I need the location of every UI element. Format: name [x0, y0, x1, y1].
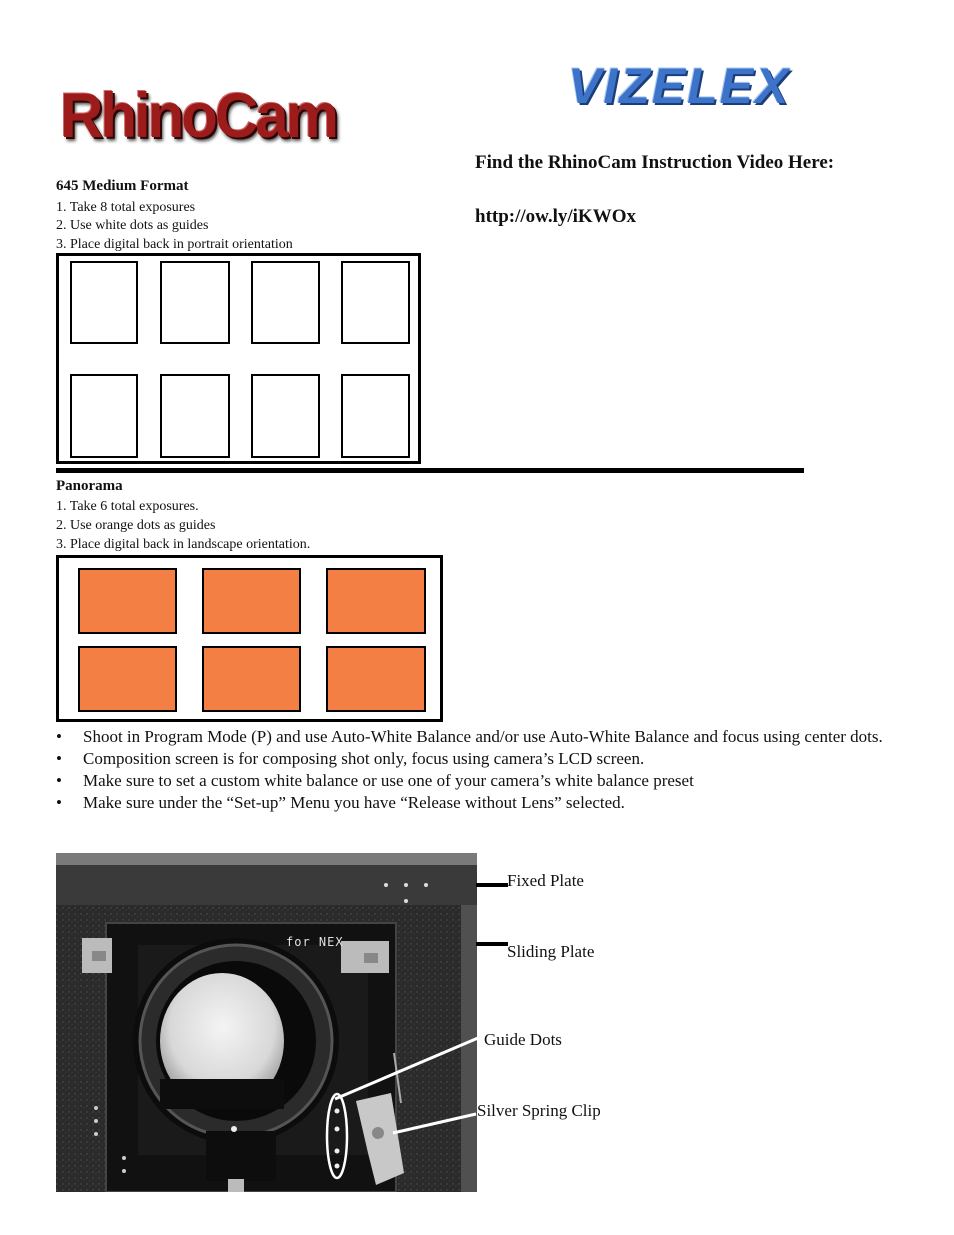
rhinocam-logo: RhinoCam — [60, 80, 336, 151]
panorama-step-2: 2. Use orange dots as guides — [56, 518, 216, 533]
photo-engraving: for NEX — [286, 935, 344, 949]
medium-format-step-3: 3. Place digital back in portrait orientation — [56, 237, 293, 252]
video-heading: Find the RhinoCam Instruction Video Here: — [475, 152, 835, 173]
medium-format-step-2: 2. Use white dots as guides — [56, 218, 209, 233]
spring-clip-callout-line — [393, 1114, 476, 1133]
panorama-step-1: 1. Take 6 total exposures. — [56, 499, 199, 514]
panorama-title: Panorama — [56, 478, 123, 494]
bullet-item: • Make sure under the “Set-up” Menu you have “Release without Lens” selected. — [56, 792, 896, 814]
bullet-item: • Make sure to set a custom white balance or use one of your camera’s white balance preset — [56, 770, 896, 792]
video-link[interactable]: http://ow.ly/iKWOx — [475, 206, 636, 227]
medium-format-title: 645 Medium Format — [56, 178, 189, 194]
medium-format-step-1: 1. Take 8 total exposures — [56, 200, 196, 215]
fixed-plate-label: Fixed Plate — [507, 871, 584, 890]
bullet-item: • Composition screen is for composing shot only, focus using camera’s LCD screen. — [56, 748, 896, 770]
guide-dots-label: Guide Dots — [484, 1030, 562, 1049]
bullet-item: • Shoot in Program Mode (P) and use Auto-White Balance and/or use Auto-White Balance and focus using center dots. — [56, 726, 896, 748]
silver-spring-clip-label: Silver Spring Clip — [477, 1101, 601, 1120]
guide-dots-callout-line — [335, 1038, 478, 1099]
vizelex-logo: VIZELEX — [568, 58, 791, 114]
sliding-plate-label: Sliding Plate — [507, 942, 595, 961]
panorama-step-3: 3. Place digital back in landscape orientation. — [56, 537, 311, 552]
